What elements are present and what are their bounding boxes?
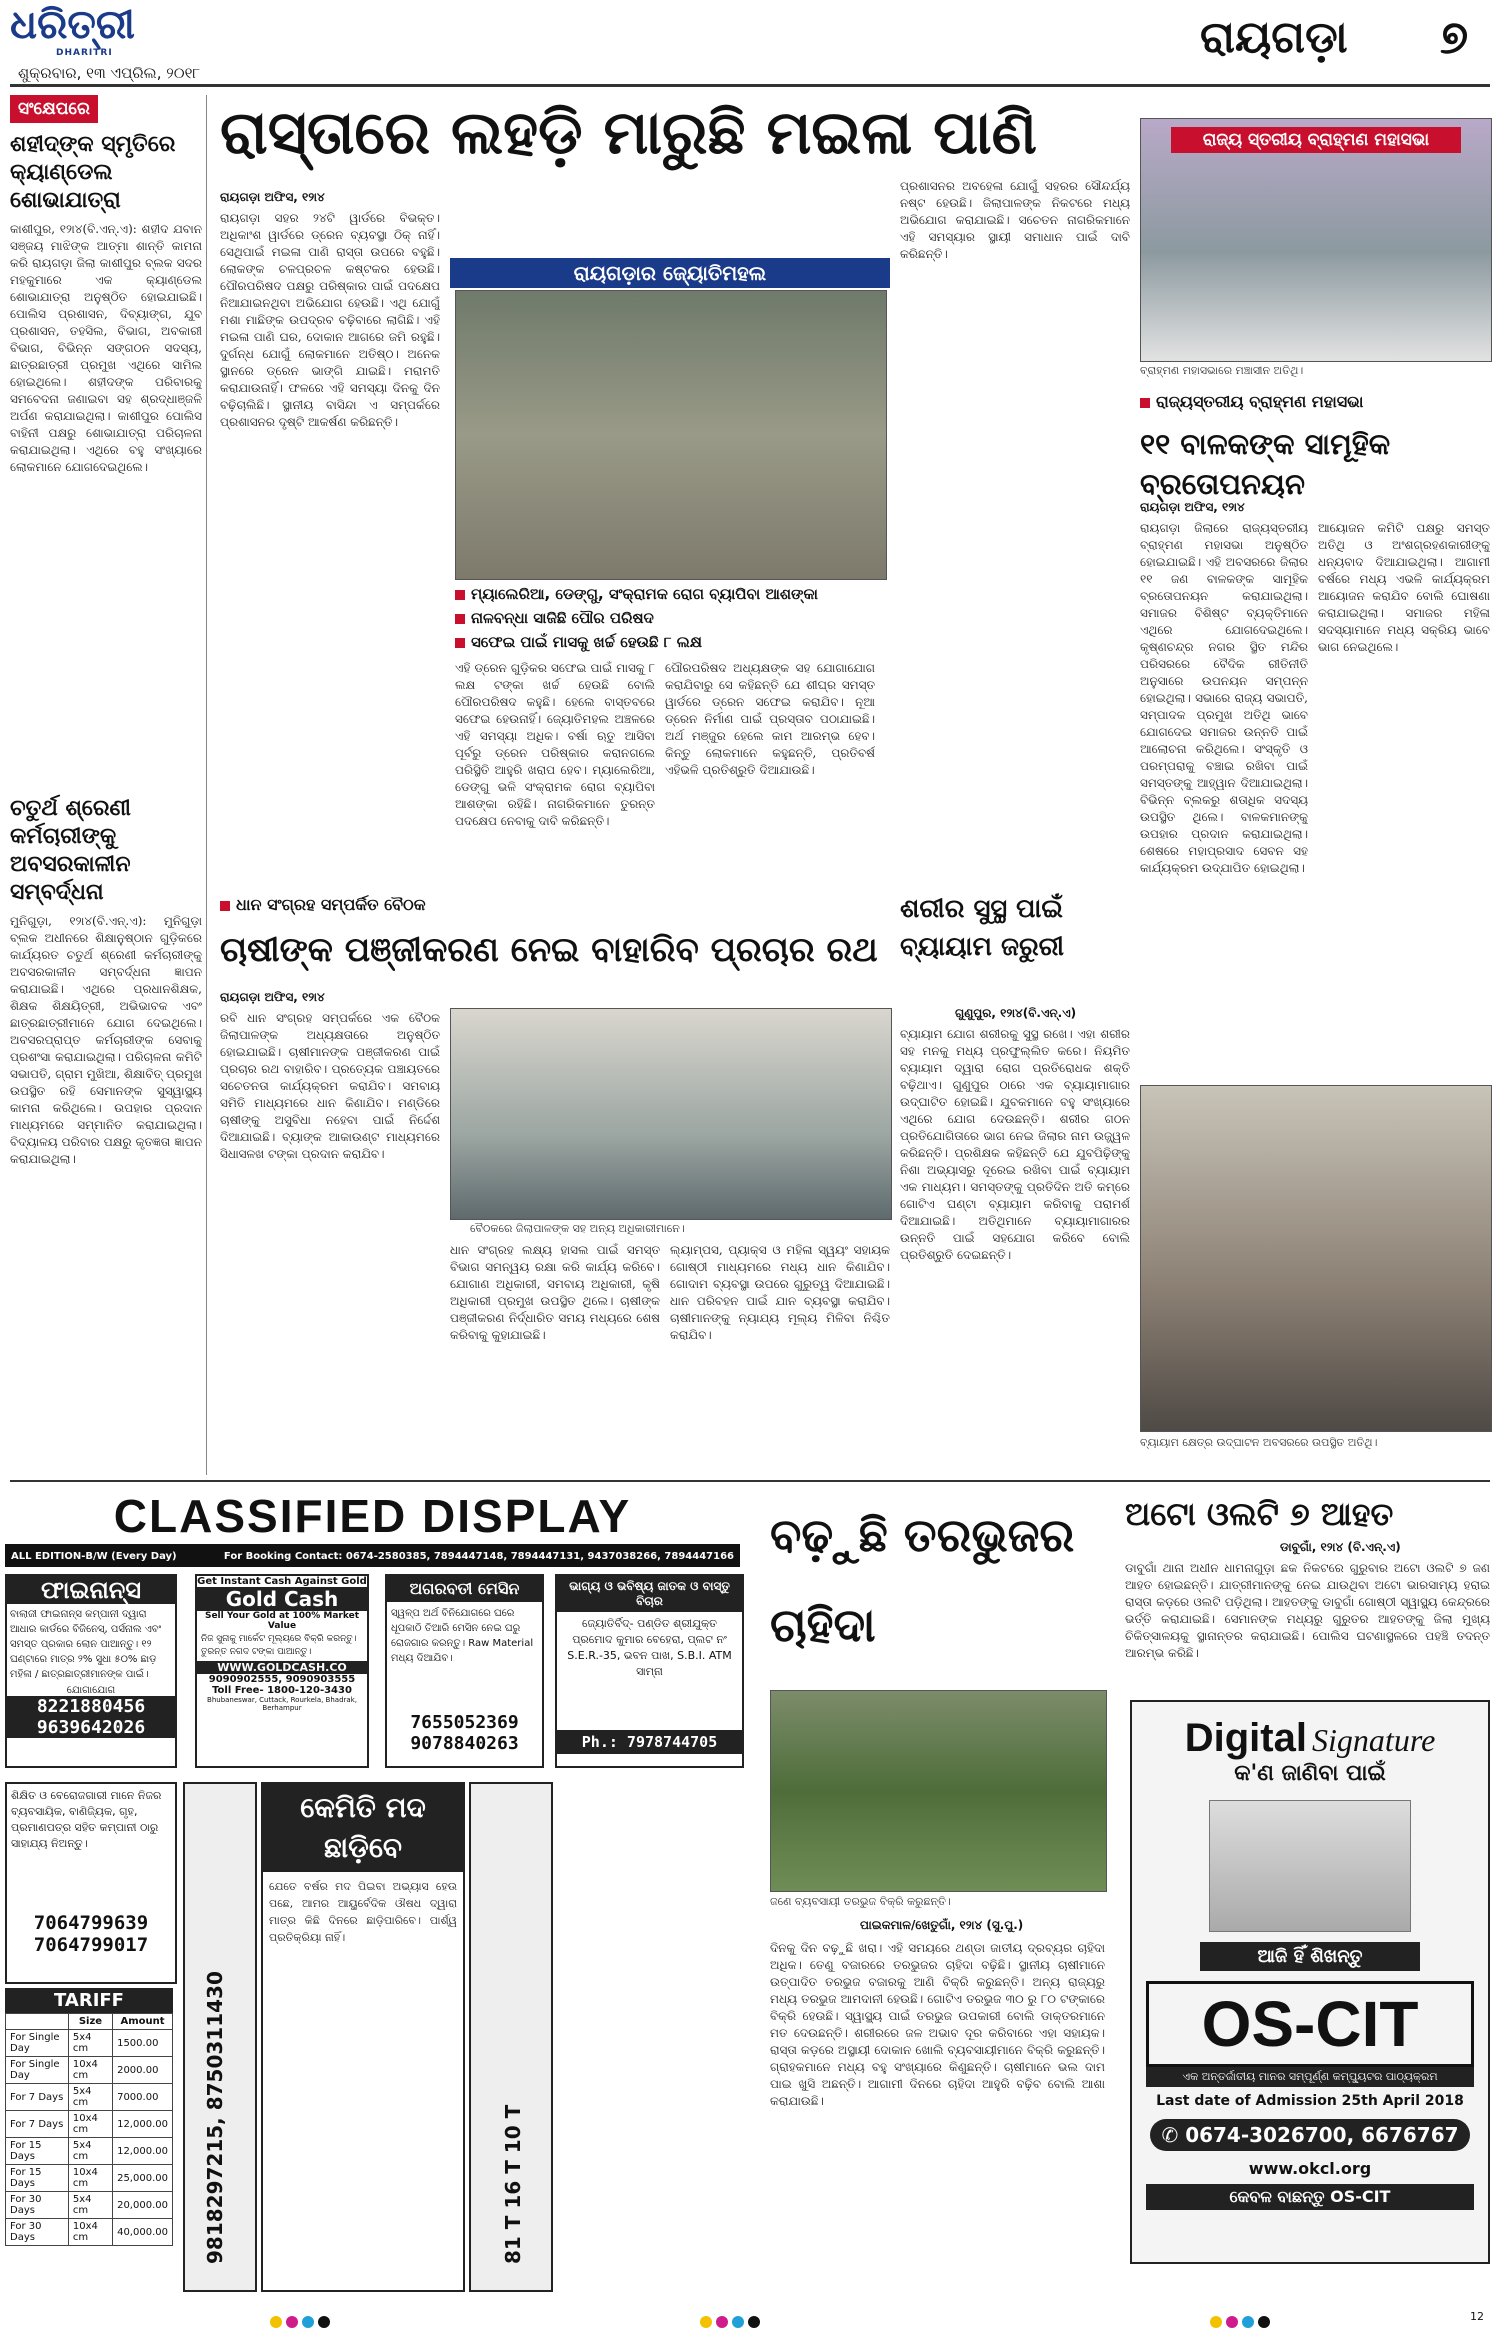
bullet-icon — [1140, 398, 1150, 408]
lead-bullet — [455, 606, 895, 630]
farmer-photo-caption: ବୈଠକରେ ଜିଲାପାଳଙ୍କ ସହ ଅନ୍ୟ ଅଧିକାରୀମାନେ। — [470, 1222, 685, 1235]
bullet-icon — [455, 590, 465, 600]
print-dot — [318, 2316, 330, 2328]
bullet-text: ସଫେଇ ପାଇଁ ମାସକୁ ଖର୍ଚ୍ଚ ହେଉଛି ୮ ଲକ୍ଷ — [471, 633, 702, 651]
lead-photo — [455, 290, 887, 580]
lead-body: ରାୟଗଡ଼ା ସହର ୨୪ଟି ୱାର୍ଡରେ ବିଭକ୍ତ। ଅଧିକାଂଶ ୱାର୍ଡରେ ଡ୍ରେନ ବ୍ୟବସ୍ଥା ଠିକ୍ ନାହିଁ। ସେଥିପାଇଁ ମଇଳା ପାଣି ରାସ୍ତା ଉପରେ ବହୁଛି। ଲୋକଙ୍କ ଚଳପ୍ରଚଳ କଷ୍ଟକର ହେଉଛି। ପୌରପରିଷଦ ପକ୍ଷରୁ ପରିଷ୍କାର ପାଇଁ ପଦକ୍ଷେପ ନିଆଯାଇନଥିବା ଅଭିଯୋଗ ହେଉଛି। ଏଥି ଯୋଗୁଁ ମଶା ମାଛିଙ୍କ ଉପଦ୍ରବ ବଢ଼ିବାରେ ଲାଗିଛି। ଏହି ମଇଳା ପାଣି ଘର, ଦୋକାନ ଆଗରେ ଜମି ରହୁଛି। ଦୁର୍ଗନ୍ଧ ଯୋଗୁଁ ଲୋକମାନେ ଅତିଷ୍ଠ। ଅନେକ ସ୍ଥାନରେ ଡ୍ରେନ ଭାଙ୍ଗି ଯାଇଛି। ମରାମତି କରାଯାଉନାହିଁ। ଫଳରେ ଏହି ସମସ୍ୟା ଦିନକୁ ଦିନ ବଢ଼ିଚାଲିଛି। ସ୍ଥାନୀୟ ବାସିନ୍ଦା ଏ ସମ୍ପର୍କରେ ପ୍ରଶାସନର ଦୃଷ୍ଟି ଆକର୍ଷଣ କରିଛନ୍ତି। — [220, 211, 440, 429]
oscit-course-desc: ଏକ ଅନ୍ତର୍ଜାତୀୟ ମାନର ସମ୍ପୂର୍ଣ୍ଣ କମ୍ପ୍ୟୁଟର ପାଠ୍ୟକ୍ରମ — [1146, 2067, 1474, 2087]
print-dot — [270, 2316, 282, 2328]
briefs-tag: ସଂକ୍ଷେପରେ — [10, 95, 98, 123]
bullet-icon — [220, 901, 230, 911]
gold-body: ନିଜ ସୁନାକୁ ମାର୍କେଟ ମୂଲ୍ୟରେ ବିକ୍ରି କରନ୍ତୁ। ତୁରନ୍ତ ନଗଦ ଟଙ୍କା ପାଆନ୍ତୁ। — [201, 1634, 357, 1657]
tariff-box — [5, 1988, 173, 2288]
cert-body: ଶିକ୍ଷିତ ଓ ବେରୋଜଗାରୀ ମାନେ ନିଜର ବ୍ୟବସାୟିକ, ବାଣିଜ୍ୟିକ, ଗୃହ, ପ୍ରମାଣପତ୍ର ସହିତ କମ୍ପାନୀ ଠାରୁ ସାହାଯ୍ୟ ନିଅନ୍ତୁ। — [11, 1789, 162, 1850]
lead-body: ଏହି ଡ୍ରେନ ଗୁଡ଼ିକର ସଫେଇ ପାଇଁ ମାସକୁ ୮ ଲକ୍ଷ ଟଙ୍କା ଖର୍ଚ୍ଚ ହେଉଛି ବୋଲି ପୌରପରିଷଦ କହୁଛି। ହେଲେ ବାସ୍ତବରେ ସଫେଇ ହେଉନାହିଁ। ଜ୍ୟୋତିମହଲ ଅଞ୍ଚଳରେ ଏହି ସମସ୍ୟା ଅଧିକ। ବର୍ଷା ଋତୁ ଆସିବା ପୂର୍ବରୁ ଡ୍ରେନ ପରିଷ୍କାର କରାନଗଲେ ପରିସ୍ଥିତି ଆହୁରି ଖରାପ ହେବ। ମ୍ୟାଲେରିଆ, ଡେଙ୍ଗୁ ଭଳି ସଂକ୍ରାମକ ରୋଗ ବ୍ୟାପିବା ଆଶଙ୍କା ରହିଛି। ନାଗରିକମାନେ ତୁରନ୍ତ ପଦକ୍ଷେପ ନେବାକୁ ଦାବି କରିଛନ୍ତି। — [455, 661, 655, 828]
tariff-cell: 10x4 cm — [68, 2057, 112, 2084]
oscit-course: OS-CIT — [1146, 1981, 1474, 2067]
kicker-text: ରାଜ୍ୟସ୍ତରୀୟ ବ୍ରାହ୍ମଣ ମହାସଭା — [1156, 392, 1364, 411]
tariff-title: TARIFF — [5, 1988, 173, 2013]
tariff-cell: 7000.00 — [113, 2084, 173, 2111]
table-row — [6, 2030, 173, 2057]
brahmin-photo — [1140, 118, 1492, 362]
auto-dateline: ଡାବୁଗାଁ, ୧୨ା୪ (ବି.ଏନ୍‌.ଏ) — [1280, 1540, 1401, 1554]
gold-website: WWW.GOLDCASH.CO — [197, 1661, 367, 1674]
brief-body: କାଶୀପୁର, ୧୨ା୪(ବି.ଏନ୍‌.ଏ): ଶହୀଦ ଯବାନ ସଞ୍ଜୟ ମାଝିଙ୍କ ଆତ୍ମା ଶାନ୍ତି କାମନା କରି ରାୟଗଡ଼ା ଜିଲା କାଶୀପୁର ବ୍ଲକ ସଦର ମହକୁମାରେ ଏକ କ୍ୟାଣ୍ଡେଲ ଶୋଭାଯାତ୍ରା ଅନୁଷ୍ଠିତ ହୋଇଯାଇଛି। ପୋଲିସ ପ୍ରଶାସନ, ଦିବ୍ୟାଙ୍ଗ, ଯୁବ ପ୍ରଶାସନ, ତହସିଲ, ବିଭାଗ, ଅବକାରୀ ବିଭାଗ, ବିଭିନ୍ନ ସଙ୍ଗଠନ ସଦସ୍ୟ, ଛାତ୍ରଛାତ୍ରୀ ପ୍ରମୁଖ ଏଥିରେ ସାମିଲ ହୋଇଥିଲେ। ଶହୀଦଙ୍କ ପରିବାରକୁ ସମବେଦନା ଜଣାଇବା ସହ ଶ୍ରଦ୍ଧାଞ୍ଜଳି ଅର୍ପଣ କରାଯାଇଥିଲା। କାଶୀପୁର ପୋଲିସ ବାହିନୀ ପକ୍ଷରୁ ଶୋଭାଯାତ୍ରା ପରିଚାଳନା କରାଯାଇଥିଲା। ଏଥିରେ ବହୁ ସଂଖ୍ୟାରେ ଲୋକମାନେ ଯୋଗଦେଇଥିଲେ। — [10, 222, 202, 474]
gold-title: Gold Cash — [197, 1587, 367, 1611]
exercise-photo-caption: ବ୍ୟାୟାମ କ୍ଷେତ୍ର ଉଦ୍‌ଘାଟନ ଅବସରରେ ଉପସ୍ଥିତ ଅତିଥି। — [1140, 1436, 1378, 1449]
machine-body: ସ୍ୱଳ୍ପ ଅର୍ଥ ବିନିଯୋଗରେ ଘରେ ଧୂପକାଠି ତିଆରି ମେସିନ ନେଇ ଘରୁ ରୋଜଗାର କରନ୍ତୁ। Raw Material ମଧ୍ୟ ଦିଆଯିବ। — [391, 1608, 534, 1664]
exercise-headline: ଶରୀର ସୁସ୍ଥ ପାଇଁ ବ୍ୟାୟାମ ଜରୁରୀ — [900, 894, 1065, 962]
finance-title: ଫାଇନାନ୍ସ — [7, 1576, 175, 1604]
brahmin-photo-banner: ରାଜ୍ୟ ସ୍ତରୀୟ ବ୍ରାହ୍ମଣ ମହାସଭା — [1171, 127, 1461, 153]
astro-phone: Ph.: 7978744705 — [557, 1730, 742, 1754]
oscit-learn: ଆଜି ହିଁ ଶିଖନ୍ତୁ — [1200, 1942, 1420, 1971]
auto-body: ଡାବୁଗାଁ ଥାନା ଅଧୀନ ଧାମନାଗୁଡ଼ା ଛକ ନିକଟରେ ଗୁରୁବାର ଅଟୋ ଓଲଟି ୭ ଜଣ ଆହତ ହୋଇଛନ୍ତି। ଯାତ୍ରୀମାନଙ୍କୁ ନେଇ ଯାଉଥିବା ଅଟୋ ଭାରସାମ୍ୟ ହରାଇ ରାସ୍ତା କଡ଼ରେ ଓଲଟି ପଡ଼ିଥିଲା। ଆହତଙ୍କୁ ଡାବୁଗାଁ ଗୋଷ୍ଠୀ ସ୍ୱାସ୍ଥ୍ୟ କେନ୍ଦ୍ରରେ ଭର୍ତ୍ତି କରାଯାଇଛି। ସେମାନଙ୍କ ମଧ୍ୟରୁ ଗୁରୁତର ଆହତଙ୍କୁ ଜିଲା ମୁଖ୍ୟ ଚିକିତ୍ସାଳୟକୁ ସ୍ଥାନାନ୍ତର କରାଯାଇଛି। ପୋଲିସ ଘଟଣାସ୍ଥଳରେ ପହଞ୍ଚି ତଦନ୍ତ ଆରମ୍ଭ କରିଛି। — [1125, 1561, 1490, 1660]
machine-phone: 9078840263 — [410, 1733, 519, 1754]
tariff-cell: 5x4 cm — [68, 2138, 112, 2165]
brahmin-headline: ୧୧ ବାଳକଙ୍କ ସାମୂହିକ ବ୍ରତୋପନୟନ — [1140, 427, 1391, 501]
tariff-cell: 25,000.00 — [113, 2165, 173, 2192]
finance-phone: 8221880456 — [7, 1696, 175, 1717]
print-dot — [748, 2316, 760, 2328]
section-name: ରାୟଗଡ଼ା — [1200, 12, 1348, 63]
tariff-header: Size — [68, 2014, 112, 2030]
tariff-cell: 5x4 cm — [68, 2192, 112, 2219]
table-row — [6, 2138, 173, 2165]
brief-headline: ଚତୁର୍ଥ ଶ୍ରେଣୀ କର୍ମଚାରୀଙ୍କୁ ଅବସରକାଳୀନ ସମ୍ବର୍ଦ୍ଧନା — [10, 796, 131, 905]
logo-subtext: DHARITRI — [56, 48, 113, 58]
print-dot — [1242, 2316, 1254, 2328]
vertical-ad-phone: 81 T 16 T 10 T — [501, 2104, 525, 2264]
tariff-cell: 40,000.00 — [113, 2219, 173, 2246]
tariff-rows — [6, 2030, 173, 2246]
logo — [10, 2, 200, 62]
table-row — [6, 2219, 173, 2246]
tariff-cell: For 15 Days — [6, 2138, 69, 2165]
liquor-title: କେମିତି ମଦ ଛାଡ଼ିବେ — [263, 1784, 463, 1872]
oscit-phone-text: 0674-3026700, 6676767 — [1185, 2123, 1459, 2147]
liquor-body: ଯେତେ ବର୍ଷର ମଦ ପିଇବା ଅଭ୍ୟାସ ହେଉ ପଛେ, ଆମର ଆୟୁର୍ବେଦିକ ଔଷଧ ଦ୍ୱାରା ମାତ୍ର କିଛି ଦିନରେ ଛାଡ଼ିପାରିବେ। ପାର୍ଶ୍ୱ ପ୍ରତିକ୍ରିୟା ନାହିଁ। — [269, 1880, 457, 1944]
column-divider — [206, 95, 207, 1475]
farmer-body: ଧାନ ସଂଗ୍ରହ ଲକ୍ଷ୍ୟ ହାସଲ ପାଇଁ ସମସ୍ତ ବିଭାଗ ସମନ୍ୱୟ ରକ୍ଷା କରି କାର୍ଯ୍ୟ କରିବେ। ଯୋଗାଣ ଅଧିକାରୀ, ସମବାୟ ଅଧିକାରୀ, କୃଷି ଅଧିକାରୀ ପ୍ରମୁଖ ଉପସ୍ଥିତ ଥିଲେ। ଚାଷୀଙ୍କ ପଞ୍ଜୀକରଣ ନିର୍ଦ୍ଧାରିତ ସମୟ ମଧ୍ୟରେ ଶେଷ କରିବାକୁ କୁହାଯାଇଛି। — [450, 1243, 660, 1342]
tariff-cell: 12,000.00 — [113, 2111, 173, 2138]
vertical-ad-phone: 9818297215, 8750311430 — [203, 1971, 227, 2264]
lead-body: ପୌରପରିଷଦ ଅଧ୍ୟକ୍ଷଙ୍କ ସହ ଯୋଗାଯୋଗ କରାଯିବାରୁ ସେ କହିଛନ୍ତି ଯେ ଶୀଘ୍ର ସମସ୍ତ ୱାର୍ଡରେ ଡ୍ରେନ ସଫେଇ କରାଯିବ। ନୂଆ ଡ୍ରେନ ନିର୍ମାଣ ପାଇଁ ପ୍ରସ୍ତାବ ପଠାଯାଇଛି। ଅର୍ଥ ମଞ୍ଜୁର ହେଲେ କାମ ଆରମ୍ଭ ହେବ। କିନ୍ତୁ ଲୋକମାନେ କହୁଛନ୍ତି, ପ୍ରତିବର୍ଷ ଏହିଭଳି ପ୍ରତିଶ୍ରୁତି ଦିଆଯାଉଛି। — [665, 661, 875, 777]
tariff-table — [5, 2013, 173, 2246]
agarbatti-machine-ad — [385, 1574, 544, 1768]
tariff-cell: For 30 Days — [6, 2192, 69, 2219]
kicker-text: ଧାନ ସଂଗ୍ରହ ସମ୍ପର୍କିତ ବୈଠକ — [236, 895, 426, 914]
page-number: ୭ — [1440, 10, 1469, 64]
issue-date: ଶୁକ୍ରବାର, ୧୩ ଏପ୍ରିଲ, ୨୦୧୮ — [18, 64, 201, 82]
tariff-cell: 10x4 cm — [68, 2165, 112, 2192]
tariff-cell: For 7 Days — [6, 2111, 69, 2138]
brahmin-photo-caption: ବ୍ରାହ୍ମଣ ମହାସଭାରେ ମଞ୍ଚାସୀନ ଅତିଥି। — [1140, 364, 1304, 377]
auto-headline: ଅଟୋ ଓଲଟି ୭ ଆହତ — [1125, 1495, 1394, 1533]
gold-cities: Bhubaneswar, Cuttack, Rourkela, Bhadrak, Berhampur — [207, 1696, 357, 1712]
tariff-cell: 12,000.00 — [113, 2138, 173, 2165]
exercise-photo — [1140, 1085, 1492, 1432]
print-dot — [1210, 2316, 1222, 2328]
oscit-website[interactable]: www.okcl.org — [1248, 2159, 1372, 2178]
farmer-body: ଲ୍ୟାମ୍ପସ, ପ୍ୟାକ୍ସ ଓ ମହିଳା ସ୍ୱୟଂ ସହାୟକ ଗୋଷ୍ଠୀ ମାଧ୍ୟମରେ ମଧ୍ୟ ଧାନ କିଣାଯିବ। ଗୋଦାମ ବ୍ୟବସ୍ଥା ଉପରେ ଗୁରୁତ୍ୱ ଦିଆଯାଇଛି। ଧାନ ପରିବହନ ପାଇଁ ଯାନ ବ୍ୟବସ୍ଥା କରାଯିବ। ଚାଷୀମାନଙ୍କୁ ନ୍ୟାଯ୍ୟ ମୂଲ୍ୟ ମିଳିବା ନିଶ୍ଚିତ କରାଯିବ। — [670, 1243, 890, 1342]
print-dot — [1258, 2316, 1270, 2328]
lead-bullet — [455, 630, 895, 654]
exercise-body: ବ୍ୟାୟାମ ଯୋଗ ଶରୀରକୁ ସୁସ୍ଥ ରଖେ। ଏହା ଶରୀର ସହ ମନକୁ ମଧ୍ୟ ପ୍ରଫୁଲ୍ଲିତ କରେ। ନିୟମିତ ବ୍ୟାୟାମ ଦ୍ୱାରା ରୋଗ ପ୍ରତିରୋଧକ ଶକ୍ତି ବଢ଼ିଥାଏ। ଗୁଣୁପୁର ଠାରେ ଏକ ବ୍ୟାୟାମାଗାର ଉଦ୍‌ଘାଟିତ ହୋଇଛି। ଯୁବକମାନେ ବହୁ ସଂଖ୍ୟାରେ ଏଥିରେ ଯୋଗ ଦେଉଛନ୍ତି। ଶରୀର ଗଠନ ପ୍ରତିଯୋଗିତାରେ ଭାଗ ନେଇ ଜିଲାର ନାମ ଉଜ୍ଜ୍ୱଳ କରିଛନ୍ତି। ପ୍ରଶିକ୍ଷକ କହିଛନ୍ତି ଯେ ଯୁବପିଢ଼ିଙ୍କୁ ନିଶା ଅଭ୍ୟାସରୁ ଦୂରେଇ ରଖିବା ପାଇଁ ବ୍ୟାୟାମ ଏକ ମାଧ୍ୟମ। ସମସ୍ତଙ୍କୁ ପ୍ରତିଦିନ ଅତି କମ୍‌ରେ ଗୋଟିଏ ଘଣ୍ଟା ବ୍ୟାୟାମ କରିବାକୁ ପରାମର୍ଶ ଦିଆଯାଇଛି। ଅତିଥିମାନେ ବ୍ୟାୟାମାଗାରର ଉନ୍ନତି ପାଇଁ ସହଯୋଗ କରିବେ ବୋଲି ପ୍ରତିଶ୍ରୁତି ଦେଇଛନ୍ତି। — [900, 1027, 1130, 1262]
finance-phone: 9639642026 — [7, 1717, 175, 1738]
briefs-column — [10, 95, 202, 1475]
oscit-title-a: Digital — [1184, 1716, 1307, 1760]
finance-ad — [5, 1574, 177, 1768]
tariff-cell: For Single Day — [6, 2057, 69, 2084]
cert-phone: 7064799017 — [33, 1934, 149, 1956]
bullet-icon — [455, 638, 465, 648]
footer-page-number: 12 — [1470, 2310, 1484, 2323]
oscit-last-date: Last date of Admission 25th April 2018 — [1156, 2093, 1464, 2109]
classified-section — [5, 1488, 740, 2300]
tariff-cell: 1500.00 — [113, 2030, 173, 2057]
farmer-headline: ଚାଷୀଙ୍କ ପଞ୍ଜୀକରଣ ନେଇ ବାହାରିବ ପ୍ରଚାର ରଥ — [220, 930, 878, 970]
watermelon-photo — [770, 1690, 1107, 1892]
brahmin-body: ରାୟଗଡ଼ା ଜିଲାରେ ରାଜ୍ୟସ୍ତରୀୟ ବ୍ରାହ୍ମଣ ମହାସଭା ଅନୁଷ୍ଠିତ ହୋଇଯାଇଛି। ଏହି ଅବସରରେ ଜିଲାର ୧୧ ଜଣ ବାଳକଙ୍କ ସାମୂହିକ ବ୍ରତୋପନୟନ କରାଯାଇଥିଲା। ସମାଜର ବିଶିଷ୍ଟ ବ୍ୟକ୍ତିମାନେ ଏଥିରେ ଯୋଗଦେଇଥିଲେ। କୃଷ୍ଣଚନ୍ଦ୍ର ନଗର ସ୍ଥିତ ମନ୍ଦିର ପରିସରରେ ବୈଦିକ ରୀତିନୀତି ଅନୁସାରେ ଉପନୟନ ସମ୍ପନ୍ନ ହୋଇଥିଲା। ସଭାରେ ରାଜ୍ୟ ସଭାପତି, ସମ୍ପାଦକ ପ୍ରମୁଖ ଅତିଥି ଭାବେ ଯୋଗଦେଇ ସମାଜର ଉନ୍ନତି ପାଇଁ ଆଲୋଚନା କରିଥିଲେ। ସଂସ୍କୃତି ଓ ପରମ୍ପରାକୁ ବଞ୍ଚାଇ ରଖିବା ପାଇଁ ସମସ୍ତଙ୍କୁ ଆହ୍ୱାନ ଦିଆଯାଇଥିଲା। ବିଭିନ୍ନ ବ୍ଲକରୁ ଶତାଧିକ ସଦସ୍ୟ ଉପସ୍ଥିତ ଥିଲେ। ବାଳକମାନଙ୍କୁ ଉପହାର ପ୍ରଦାନ କରାଯାଇଥିଲା। ଶେଷରେ ମହାପ୍ରସାଦ ସେବନ ସହ କାର୍ଯ୍ୟକ୍ରମ ଉଦ୍‌ଯାପିତ ହୋଇଥିଲା। — [1140, 521, 1308, 875]
gold-subtitle: Sell Your Gold at 100% Market Value — [204, 1611, 360, 1631]
tariff-cell: 10x4 cm — [68, 2111, 112, 2138]
bullet-text: ମ୍ୟାଲେରିଆ, ଡେଙ୍ଗୁ, ସଂକ୍ରାମକ ରୋଗ ବ୍ୟାପିବା ଆଶଙ୍କା — [471, 585, 818, 603]
bullet-icon — [455, 614, 465, 624]
print-dot — [732, 2316, 744, 2328]
print-dot — [302, 2316, 314, 2328]
classified-bar — [5, 1547, 740, 1567]
gold-cash-ad — [195, 1574, 369, 1768]
brahmin-body: ଆୟୋଜନ କମିଟି ପକ୍ଷରୁ ସମସ୍ତ ଅତିଥି ଓ ଅଂଶଗ୍ରହଣକାରୀଙ୍କୁ ଧନ୍ୟବାଦ ଦିଆଯାଇଥିଲା। ଆଗାମୀ ବର୍ଷରେ ମଧ୍ୟ ଏଭଳି କାର୍ଯ୍ୟକ୍ରମ ଆୟୋଜନ କରାଯିବ ବୋଲି ଘୋଷଣା କରାଯାଇଥିଲା। ସମାଜର ମହିଳା ସଦସ୍ୟାମାନେ ମଧ୍ୟ ସକ୍ରିୟ ଭାବେ ଭାଗ ନେଇଥିଲେ। — [1318, 521, 1490, 654]
oscit-phone — [1150, 2119, 1470, 2151]
tariff-cell: 2000.00 — [113, 2057, 173, 2084]
cert-phone: 7064799639 — [33, 1912, 149, 1934]
registration-strip — [0, 2310, 1500, 2335]
watermelon-photo-caption: ଜଣେ ବ୍ୟବସାୟୀ ତରଭୁଜ ବିକ୍ରି କରୁଛନ୍ତି। — [770, 1895, 951, 1908]
tariff-cell: For 30 Days — [6, 2219, 69, 2246]
farmer-photo — [450, 1008, 892, 1220]
section-rule — [10, 1480, 1490, 1482]
tariff-cell: For 15 Days — [6, 2165, 69, 2192]
brahmin-kicker — [1140, 392, 1363, 412]
liquor-ad — [261, 1782, 465, 2292]
phone-icon: ✆ — [1161, 2123, 1186, 2147]
gold-header: Get Instant Cash Against Gold — [197, 1576, 367, 1587]
oscit-illustration — [1209, 1800, 1411, 1932]
tariff-cell: 5x4 cm — [68, 2030, 112, 2057]
lead-dateline: ରାୟଗଡ଼ା ଅଫିସ, ୧୨ା୪ — [220, 190, 325, 204]
farmer-body: ରବି ଧାନ ସଂଗ୍ରହ ସମ୍ପର୍କରେ ଏକ ବୈଠକ ଜିଲାପାଳଙ୍କ ଅଧ୍ୟକ୍ଷତାରେ ଅନୁଷ୍ଠିତ ହୋଇଯାଇଛି। ଚାଷୀମାନଙ୍କ ପଞ୍ଜୀକରଣ ପାଇଁ ପ୍ରଚାର ରଥ ବାହାରିବ। ପ୍ରତ୍ୟେକ ପଞ୍ଚାୟତରେ ସଚେତନତା କାର୍ଯ୍ୟକ୍ରମ କରାଯିବ। ସମବାୟ ସମିତି ମାଧ୍ୟମରେ ଧାନ କିଣାଯିବ। ମଣ୍ଡିରେ ଚାଷୀଙ୍କୁ ଅସୁବିଧା ନହେବା ପାଇଁ ନିର୍ଦ୍ଦେଶ ଦିଆଯାଇଛି। ବ୍ୟାଙ୍କ ଆକାଉଣ୍ଟ ମାଧ୍ୟମରେ ସିଧାସଳଖ ଟଙ୍କା ପ୍ରଦାନ କରାଯିବ। — [220, 1011, 440, 1161]
brief-headline: ଶହୀଦ୍‌ଙ୍କ ସ୍ମୃତିରେ କ୍ୟାଣ୍ଡେଲ ଶୋଭାଯାତ୍ରା — [10, 132, 176, 213]
table-row — [6, 2165, 173, 2192]
certificate-ad — [5, 1782, 177, 1984]
logo-text: ଧରିତ୍ରୀ — [10, 1, 135, 48]
vertical-ad — [183, 1782, 257, 2292]
oscit-title — [1132, 1716, 1488, 1761]
oscit-title-b: Signature — [1312, 1722, 1436, 1758]
lead-photo-banner: ରାୟଗଡ଼ାର ଜ୍ୟୋତିମହଲ — [450, 258, 890, 288]
lead-bullet — [455, 582, 895, 606]
classified-edition: ALL EDITION-B/W (Every Day) — [11, 1551, 177, 1562]
print-dot — [716, 2316, 728, 2328]
brahmin-dateline: ରାୟଗଡ଼ା ଅଫିସ, ୧୨ା୪ — [1140, 500, 1245, 514]
machine-phone: 7655052369 — [410, 1712, 519, 1733]
table-row — [6, 2084, 173, 2111]
watermelon-body: ଦିନକୁ ଦିନ ବଢ଼ୁଛି ଖରା। ଏହି ସମୟରେ ଥଣ୍ଡା ଜାତୀୟ ଦ୍ରବ୍ୟର ଚାହିଦା ଅଧିକ। ତେଣୁ ବଜାରରେ ତରଭୁଜର ଚାହିଦା ବଢ଼ିଛି। ସ୍ଥାନୀୟ ଚାଷୀମାନେ ଉତ୍ପାଦିତ ତରଭୁଜ ବଜାରକୁ ଆଣି ବିକ୍ରି କରୁଛନ୍ତି। ଅନ୍ୟ ରାଜ୍ୟରୁ ମଧ୍ୟ ତରଭୁଜ ଆମଦାନୀ ହେଉଛି। ଗୋଟିଏ ତରଭୁଜ ୩୦ ରୁ ୮୦ ଟଙ୍କାରେ ବିକ୍ରି ହେଉଛି। ସ୍ୱାସ୍ଥ୍ୟ ପାଇଁ ତରଭୁଜ ଉପକାରୀ ବୋଲି ଡାକ୍ତରମାନେ ମତ ଦେଉଛନ୍ତି। ଶରୀରରେ ଜଳ ଅଭାବ ଦୂର କରିବାରେ ଏହା ସହାୟକ। ରାସ୍ତା କଡ଼ରେ ଅସ୍ଥାୟୀ ଦୋକାନ ଖୋଲି ବ୍ୟବସାୟୀମାନେ ବିକ୍ରି କରୁଛନ୍ତି। ଗ୍ରାହକମାନେ ମଧ୍ୟ ବହୁ ସଂଖ୍ୟାରେ କିଣୁଛନ୍ତି। ଚାଷୀମାନେ ଭଲ ଦାମ ପାଇ ଖୁସି ଅଛନ୍ତି। ଆଗାମୀ ଦିନରେ ଚାହିଦା ଆହୁରି ବଢ଼ିବ ବୋଲି ଆଶା କରାଯାଉଛି। — [770, 1941, 1105, 2108]
brief-body: ମୁନିଗୁଡ଼ା, ୧୨ା୪(ବି.ଏନ୍‌.ଏ): ମୁନିଗୁଡ଼ା ବ୍ଲକ ଅଧୀନରେ ଶିକ୍ଷାନୁଷ୍ଠାନ ଗୁଡ଼ିକରେ କାର୍ଯ୍ୟରତ ଚତୁର୍ଥ ଶ୍ରେଣୀ କର୍ମଚାରୀଙ୍କୁ ଅବସରକାଳୀନ ସମ୍ବର୍ଦ୍ଧନା ଜ୍ଞାପନ କରାଯାଇଛି। ଏଥିରେ ପ୍ରଧାନଶିକ୍ଷକ, ଶିକ୍ଷକ ଶିକ୍ଷୟିତ୍ରୀ, ଅଭିଭାବକ ଏବଂ ଛାତ୍ରଛାତ୍ରୀମାନେ ଯୋଗ ଦେଇଥିଲେ। ଅବସରପ୍ରାପ୍ତ କର୍ମଚାରୀଙ୍କ ସେବାକୁ ପ୍ରଶଂସା କରାଯାଇଥିଲା। ପରିଚାଳନା କମିଟି ସଭାପତି, ଗ୍ରାମ ମୁଖିଆ, ଶିକ୍ଷାବିତ୍ ପ୍ରମୁଖ ଉପସ୍ଥିତ ରହି ସେମାନଙ୍କ ସୁସ୍ୱାସ୍ଥ୍ୟ କାମନା କରିଥିଲେ। ଉପହାର ପ୍ରଦାନ ମାଧ୍ୟମରେ ସମ୍ମାନିତ କରାଯାଇଥିଲା। ବିଦ୍ୟାଳୟ ପରିବାର ପକ୍ଷରୁ କୃତଜ୍ଞତା ଜ୍ଞାପନ କରାଯାଇଥିଲା। — [10, 914, 202, 1166]
table-row — [6, 2111, 173, 2138]
print-dot — [700, 2316, 712, 2328]
finance-body: ବାଲାଜୀ ଫାଇନାନ୍ସ କମ୍ପାନୀ ଦ୍ୱାରା ଆଧାର କାର୍ଡରେ ବିଜିନେସ୍, ପର୍ସନାଲ ଏବଂ ସମସ୍ତ ପ୍ରକାର ଲୋନ ପାଆନ୍ତୁ। ୧୨ ଘଣ୍ଟାରେ ମାତ୍ର ୨% ସୁଧା ୫୦% ଛାଡ଼ ମହିଳା / ଛାତ୍ରଛାତ୍ରୀମାନଙ୍କ ପାଇଁ। — [10, 1609, 162, 1680]
masthead-rule — [10, 84, 1490, 87]
print-dot — [1226, 2316, 1238, 2328]
watermelon-dateline: ପାଇକମାଳ/ଖେତୁଗାଁ, ୧୨ା୪ (ସୁ.ପୁ.) — [860, 1918, 1024, 1932]
tariff-cell: 20,000.00 — [113, 2192, 173, 2219]
farmer-kicker — [220, 895, 426, 915]
tariff-cell: For Single Day — [6, 2030, 69, 2057]
astrology-ad — [555, 1574, 744, 1768]
print-dot — [286, 2316, 298, 2328]
lead-bullets — [455, 582, 895, 654]
farmer-dateline: ରାୟଗଡ଼ା ଅଫିସ, ୧୨ା୪ — [220, 990, 325, 1004]
watermelon-headline: ବଢ଼ୁଛି ତରଭୁଜର ଚାହିଦା — [770, 1508, 1075, 1652]
astro-body: ଜ୍ୟୋତିର୍ବିଦ୍- ପଣ୍ଡିତ ଶ୍ରୀଯୁକ୍ତ ପ୍ରମୋଦ କୁମାର ବେହେରା, ପ୍ଲଟ ନଂ S.E.R.-35, ଭବନ ପାଖ, S.B.I. ATM ସାମ୍ନା — [567, 1617, 732, 1678]
tariff-cell: 10x4 cm — [68, 2219, 112, 2246]
oscit-ad — [1130, 1700, 1490, 2264]
oscit-footer: କେବଳ ବାଛନ୍ତୁ OS-CIT — [1146, 2184, 1474, 2210]
exercise-dateline: ଗୁଣୁପୁର, ୧୨ା୪(ବି.ଏନ୍‌.ଏ) — [955, 1006, 1077, 1020]
table-row — [6, 2014, 173, 2030]
bullet-text: ନାଳବନ୍ଧା ସାଜିଛି ପୌର ପରିଷଦ — [471, 609, 654, 627]
tariff-header — [6, 2014, 69, 2030]
classified-booking: For Booking Contact: 0674-2580385, 7894447148, 7894447131, 9437038266, 7894447166 — [223, 1551, 734, 1562]
masthead — [0, 0, 1500, 86]
table-row — [6, 2057, 173, 2084]
lead-headline: ରାସ୍ତାରେ ଲହଡ଼ି ମାରୁଛି ମଇଳା ପାଣି — [220, 98, 1037, 168]
astro-title: ଭାଗ୍ୟ ଓ ଭବିଷ୍ୟ ଜାତକ ଓ ବାସ୍ତୁ ବିଚାର — [557, 1576, 742, 1612]
vertical-ad — [469, 1782, 553, 2292]
finance-contact-label: ଯୋଗାଯୋଗ — [66, 1685, 116, 1696]
gold-phone: 9090902555, 9090903555 — [208, 1674, 356, 1685]
classified-title: CLASSIFIED DISPLAY — [5, 1488, 740, 1547]
machine-title: ଅଗରବତୀ ମେସିନ — [387, 1576, 542, 1602]
tariff-header: Amount — [113, 2014, 173, 2030]
oscit-subtitle: କ'ଣ ଜାଣିବା ପାଇଁ — [1234, 1761, 1386, 1786]
table-row — [6, 2192, 173, 2219]
lead-body: ପ୍ରଶାସନର ଅବହେଳା ଯୋଗୁଁ ସହରର ସୌନ୍ଦର୍ଯ୍ୟ ନଷ୍ଟ ହେଉଛି। ଜିଲାପାଳଙ୍କ ନିକଟରେ ମଧ୍ୟ ଅଭିଯୋଗ କରାଯାଇଛି। ସଚେତନ ନାଗରିକମାନେ ଏହି ସମସ୍ୟାର ସ୍ଥାୟୀ ସମାଧାନ ପାଇଁ ଦାବି କରିଛନ୍ତି। — [900, 179, 1130, 261]
gold-tollfree: Toll Free- 1800-120-3430 — [212, 1685, 352, 1696]
tariff-cell: For 7 Days — [6, 2084, 69, 2111]
tariff-cell: 5x4 cm — [68, 2084, 112, 2111]
